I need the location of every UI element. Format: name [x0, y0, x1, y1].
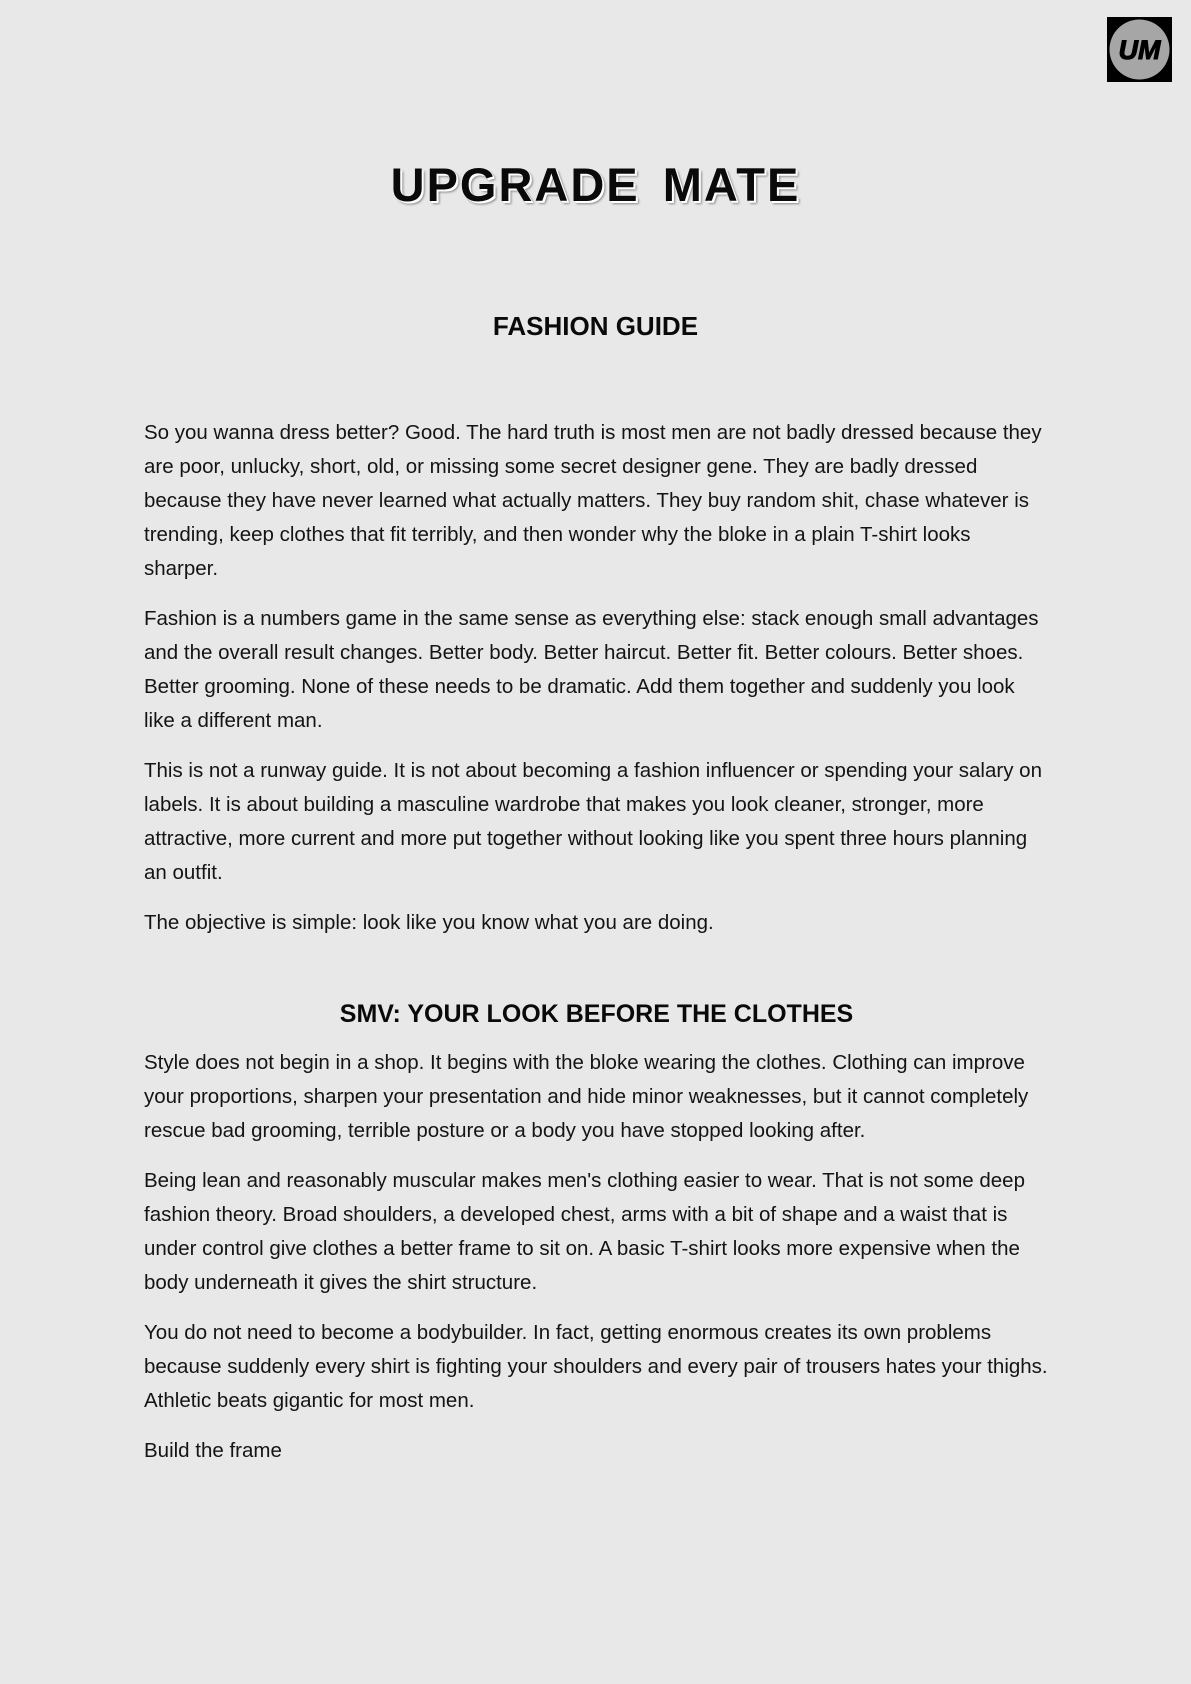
brand-logo — [1107, 17, 1172, 82]
smv-paragraph-3: You do not need to become a bodybuilder. In fact, getting enormous creates its own problems because suddenly every shirt is fighting your shoulders and every pair of trousers hates your thighs. Athletic beats gigantic for most men. — [144, 1321, 1048, 1412]
um-logo-icon — [1107, 17, 1172, 82]
document-body — [144, 416, 1049, 1484]
intro-paragraph-3: This is not a runway guide. It is not about becoming a fashion influencer or spending your salary on labels. It is about building a masculine wardrobe that makes you look cleaner, stronger, more attractive, more current and more put together without looking like you spent three hours planning an outfit. — [144, 759, 1042, 884]
intro-paragraph-2: Fashion is a numbers game in the same sense as everything else: stack enough small advantages and the overall result changes. Better body. Better haircut. Better fit. Better colours. Better shoes. Better grooming. None of these needs to be dramatic. Add them together and suddenly you look like a different man. — [144, 607, 1039, 732]
intro-paragraph-4: The objective is simple: look like you know what you are doing. — [144, 911, 714, 934]
logo-text: UM — [1118, 35, 1161, 65]
document-title: FASHION GUIDE — [492, 311, 699, 341]
intro-paragraph-1: So you wanna dress better? Good. The hard truth is most men are not badly dressed because they are poor, unlucky, short, old, or missing some secret designer gene. They are badly dressed because they have never learned what actually matters. They buy random shit, chase whatever is trending, keep clothes that fit terribly, and then wonder why the bloke in a plain T-shirt looks sharper. — [144, 421, 1042, 580]
smv-paragraph-1: Style does not begin in a shop. It begins with the bloke wearing the clothes. Clothing can improve your proportions, sharpen your presentation and hide minor weaknesses, but it cannot completely rescue bad grooming, terrible posture or a body you have stopped looking after. — [144, 1051, 1029, 1142]
smv-paragraph-4: Build the frame — [144, 1439, 282, 1462]
section-heading-smv: SMV: YOUR LOOK BEFORE THE CLOTHES — [339, 1000, 854, 1028]
smv-paragraph-2: Being lean and reasonably muscular makes men's clothing easier to wear. That is not some deep fashion theory. Broad shoulders, a developed chest, arms with a bit of shape and a waist that is under control give clothes a better frame to sit on. A basic T-shirt looks more expensive when the body underneath it gives the shirt structure. — [144, 1169, 1025, 1294]
brand-title: UPGRADE MATE — [390, 158, 801, 211]
